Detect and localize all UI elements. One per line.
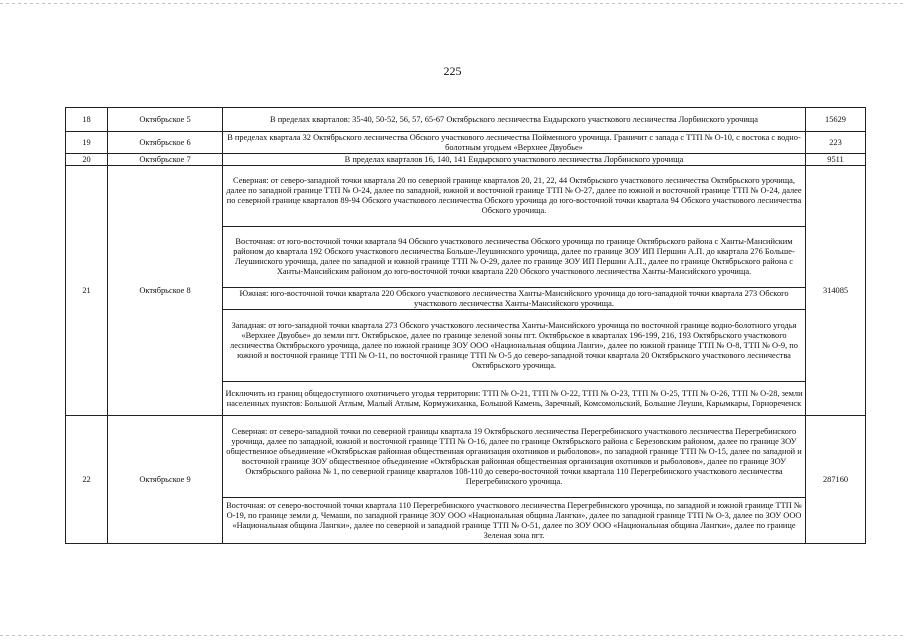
- boundary-east: Восточная: от юго-восточной точки квартала 94 Обского участкового лесничества Обского урочища по границе Октябрьского района с Ханты-Мансийским районом до квартала 192 Обского участкового лесничества Больше-Леушинского урочища, далее по границе ЗОУ ИП Першин А.П. до квартала 276 Больше-Леушинского урочища, далее по западной и южной границе ТТП № О-29, далее по границе ЗОУ ИП Першин А.П., далее по границе Октябрьского района с Ханты-Мансийским районом до юго-восточной точки квартала 220 Обского участкового лесничества Ханты-Мансийского урочища.: [223, 227, 806, 288]
- scan-edge-bottom: [0, 635, 905, 636]
- table-row: [66, 132, 866, 154]
- boundary-north: Северная: от северо-западной точки квартала 20 по северной границе кварталов 20, 21, 22, 44 Октябрьского участкового лесничества Октябрьского урочища, далее по западной границе ТТП № О-24, далее по западной, южной и восточной границе ТТП № О-27, далее по южной и восточной границе ТТП № О-24, далее по северной границе кварталов 89-94 Обского участкового лесничества Обского урочища до юго-восточной точки квартала 94 Обского участкового лесничества Обского урочища.: [223, 166, 806, 227]
- boundary-north: Северная: от северо-западной точки по северной границы квартала 19 Октябрьского лесничества Перегребинского участкового лесничества Перегребинского урочища, далее по западной, южной и восточной границе ТТП № О-16, далее по границе Октябрьского района с Березовским районом, далее по границе ЗОУ общественное объединение «Октябрьская районная общественная организация охотников и рыболовов», по западной границе ТТП № О-15, далее по западной и восточной границе ЗОУ общественное объединение «Октябрьская районная общественная организация охотников и рыболовов», далее по границе ЗОУ Октябрьского района № 1, по северной границе кварталов 108-110 до северо-восточной точки квартала 110 Перегребинского участкового лесничества Перегребинского урочища.: [223, 416, 806, 498]
- boundary-description: В пределах кварталов 16, 140, 141 Ендырского участкового лесничества Лорбинского урочища: [223, 154, 806, 166]
- area-value: 314085: [806, 166, 866, 416]
- ground-name: Октябрьское 8: [108, 166, 223, 416]
- hunting-grounds-table: [65, 107, 866, 544]
- row-number: 19: [66, 132, 108, 154]
- table-row: [66, 166, 866, 227]
- area-value: 15629: [806, 108, 866, 132]
- table-row: [66, 154, 866, 166]
- row-number: 22: [66, 416, 108, 544]
- boundary-exclusions: Исключить из границ общедоступного охотничьего угодья территории: ТТП № О-21, ТТП № О-22, ТТП № О-23, ТТП № О-25, ТТП № О-26, ТТП № О-28, земли населенных пунктов: Большой Атлым, Малый Атлым, Кормужиханка, Большой Камень, Заречный, Комсомольский, Большие Леуши, Карымкары, Горнореченск: [223, 382, 806, 416]
- ground-name: Октябрьское 7: [108, 154, 223, 166]
- area-value: 223: [806, 132, 866, 154]
- row-number: 20: [66, 154, 108, 166]
- table-row: [66, 108, 866, 132]
- ground-name: Октябрьское 9: [108, 416, 223, 544]
- row-number: 18: [66, 108, 108, 132]
- row-number: 21: [66, 166, 108, 416]
- boundary-south: Южная: юго-восточной точки квартала 220 Обского участкового лесничества Ханты-Мансийского урочища до юго-западной точки квартала 273 Обского участкового лесничества Ханты-Мансийского урочища.: [223, 288, 806, 310]
- boundary-description: В пределах квартала 32 Октябрьского лесничества Обского участкового лесничества Пойменного урочища. Граничит с запада с ТТП № О-10, с востока с водно-болотным угодьем «Верхнее Двуобье»: [223, 132, 806, 154]
- boundary-description: В пределах кварталов: 35-40, 50-52, 56, 57, 65-67 Октябрьского лесничества Ендырского участкового лесничества Лорбинского урочища: [223, 108, 806, 132]
- table-row: [66, 416, 866, 498]
- page-number: 225: [443, 64, 462, 78]
- area-value: 287160: [806, 416, 866, 544]
- area-value: 9511: [806, 154, 866, 166]
- scan-edge-top: [0, 3, 905, 4]
- ground-name: Октябрьское 6: [108, 132, 223, 154]
- boundary-west: Западная: от юго-западной точки квартала 273 Обского участкового лесничества Ханты-Мансийского урочища по восточной границе водно-болотного угодья «Верхнее Двуобье» до земли пгт. Октябрьское, далее по границе зеленой зоны пгт. Октябрьское в кварталах 196-199, 216, 193 Октябрьского участкового лесничества Октябрьского урочища, далее по южной границе ЗОУ ООО «Национальная община Ланги», далее по южной границе ТТП № О-8, ТТП № О-9, по южной и восточной границе ТТП № О-11, по восточной границе ТТП № О-5 до северо-западной точки квартала 20 Октябрьского участкового лесничества Октябрьского урочища.: [223, 310, 806, 382]
- ground-name: Октябрьское 5: [108, 108, 223, 132]
- boundary-east: Восточная: от северо-восточной точки квартала 110 Перегребинского участкового лесничества Перегребинского урочища, по западной и южной границе ТТП № О-19, по границе земли д. Чемаши, по западной границе ЗОУ ООО «Национальная община Лангки», далее по западной границе ТТП № О-3, далее по ЗОУ ООО «Национальная община Лангки», далее по северной и западной границе ТТП № О-51, далее по ЗОУ ООО «Национальная община Лангки», далее по границе Зеленая зона пгт.: [223, 498, 806, 544]
- table-body: [66, 108, 866, 544]
